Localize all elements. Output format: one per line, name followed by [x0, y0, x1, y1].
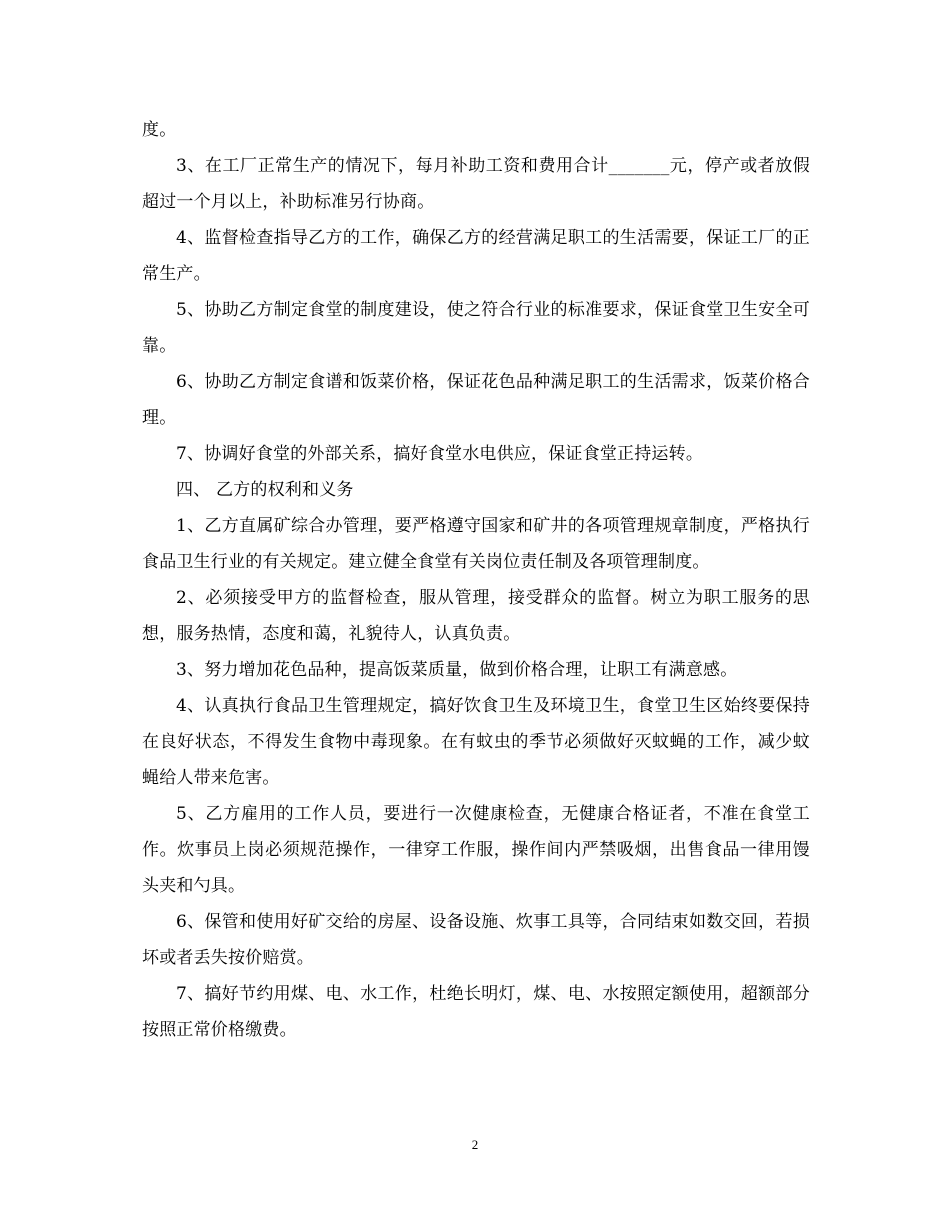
paragraph-obligation-5: 5、乙方雇用的工作人员，要进行一次健康检查，无健康合格证者，不准在食堂工作。炊事员上岗必须规范操作，一律穿工作服，操作间内严禁吸烟，出售食品一律用馒头夹和勺具。 [142, 804, 810, 896]
paragraph-obligation-1: 1、乙方直属矿综合办管理，要严格遵守国家和矿井的各项管理规章制度，严格执行食品卫生行业的有关规定。建立健全食堂有关岗位责任制及各项管理制度。 [142, 516, 810, 572]
paragraph-obligation-4: 4、认真执行食品卫生管理规定，搞好饮食卫生及环境卫生，食堂卫生区始终要保持在良好状态，不得发生食物中毒现象。在有蚊虫的季节必须做好灭蚊蝇的工作，减少蚊蝇给人带来危害。 [142, 696, 810, 788]
paragraph-item-6: 6、协助乙方制定食谱和饭菜价格，保证花色品种满足职工的生活需求，饭菜价格合理。 [142, 372, 810, 428]
paragraph-item-7: 7、协调好食堂的外部关系，搞好食堂水电供应，保证食堂正持运转。 [176, 444, 704, 464]
paragraph-obligation-7: 7、搞好节约用煤、电、水工作，杜绝长明灯，煤、电、水按照定额使用，超额部分按照正常价格缴费。 [142, 984, 810, 1040]
paragraph-continuation: 度。 [142, 120, 177, 140]
paragraph-obligation-6: 6、保管和使用好矿交给的房屋、设备设施、炊事工具等，合同结束如数交回，若损坏或者丢失按价赔赏。 [142, 912, 810, 968]
paragraph-item-4: 4、监督检查指导乙方的工作，确保乙方的经营满足职工的生活需要，保证工厂的正常生产。 [142, 228, 810, 284]
page-number: 2 [471, 1137, 479, 1152]
paragraph-obligation-2: 2、必须接受甲方的监督检查，服从管理，接受群众的监督。树立为职工服务的思想，服务热情，态度和蔼，礼貌待人，认真负责。 [142, 588, 810, 644]
paragraph-obligation-3: 3、努力增加花色品种，提高饭菜质量，做到价格合理，让职工有满意感。 [176, 660, 738, 680]
paragraph-item-3: 3、在工厂正常生产的情况下，每月补助工资和费用合计_______元，停产或者放假超过一个月以上，补助标准另行协商。 [142, 156, 810, 212]
paragraph-item-5: 5、协助乙方制定食堂的制度建设，使之符合行业的标准要求，保证食堂卫生安全可靠。 [142, 300, 810, 356]
document-body [142, 112, 810, 1048]
section-heading: 四、 乙方的权利和义务 [176, 480, 354, 500]
